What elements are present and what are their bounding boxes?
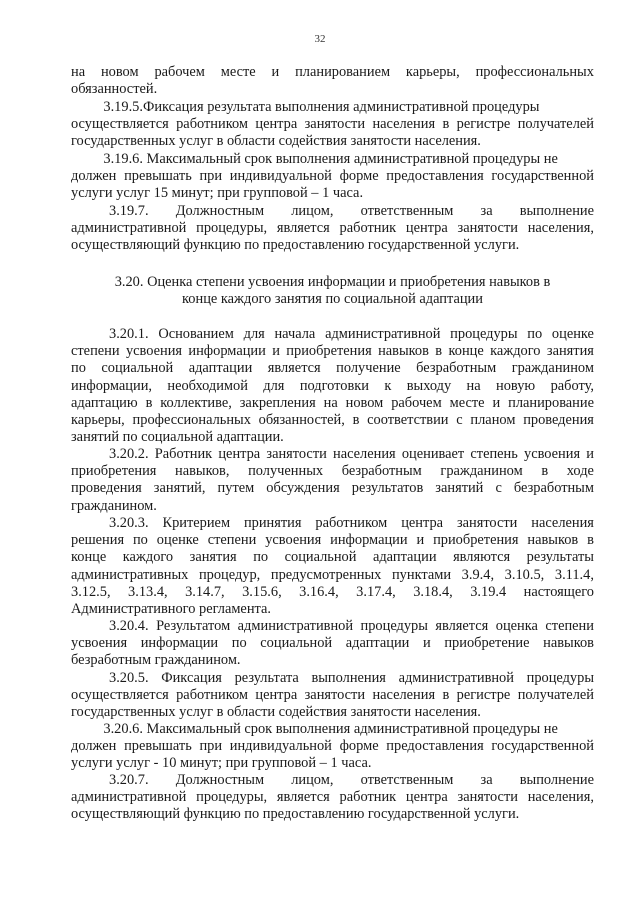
paragraph-3-19-5 [71, 99, 594, 151]
text-line: 3.20.4. Результатом административной процедуры является оценка степени [109, 618, 594, 634]
text-line: карьеры, профессиональных обязанностей, в соответствии с планом проведения [71, 411, 594, 428]
section-heading-3-20 [71, 274, 594, 308]
text-line: 3.20.7. Должностным лицом, ответственным за выполнение [109, 772, 594, 788]
text-line: информации, необходимой для подготовки к выходу на новую работу, [71, 377, 594, 394]
paragraph-3-20-1 [71, 326, 594, 446]
text-line: 3.19.5.Фиксация результата выполнения административной процедуры [71, 99, 540, 115]
text-line: обязанностей. [71, 81, 158, 98]
text-line: 3.20.5. Фиксация результата выполнения административной процедуры [109, 670, 594, 686]
text-line: 3.20.1. Основанием для начала административной процедуры по оценке [109, 326, 594, 342]
text-line: 3.12.5, 3.13.4, 3.14.7, 3.15.6, 3.16.4, 3.17.4, 3.18.4, 3.19.4 настоящего [71, 583, 594, 600]
paragraph-3-20-7 [71, 772, 594, 824]
text-line: по социальной адаптации является получение безработным гражданином [71, 360, 594, 377]
text-line: административной процедуры, является работник центра занятости населения, [71, 789, 594, 806]
text-line: услуги услуг - 10 минут; при групповой – 1 часа. [71, 755, 372, 772]
text-line: осуществляется работником центра занятости населения в регистре получателей [71, 687, 594, 704]
text-line: степени усвоения информации и приобретения навыков в конце каждого занятия [71, 343, 594, 360]
page-number: 32 [314, 33, 326, 45]
text-line: 3.20.3. Критерием принятия работником центра занятости населения [109, 515, 594, 531]
paragraph-3-20-5 [71, 670, 594, 722]
paragraph-3-20-4 [71, 618, 594, 670]
paragraph-3-19-6 [71, 151, 594, 203]
heading-line: 3.20. Оценка степени усвоения информации и приобретения навыков в [114, 274, 551, 290]
text-line: проведения занятий, путем обсуждения результатов занятий с безработным [71, 480, 594, 497]
intro-paragraph [71, 64, 594, 98]
text-line: безработным гражданином. [71, 652, 241, 669]
text-line: гражданином. [71, 497, 157, 514]
text-line: государственных услуг в области содействия занятости населения. [71, 704, 481, 721]
text-line: государственных услуг в области содействия занятости населения. [71, 133, 481, 150]
paragraph-3-19-7 [71, 203, 594, 255]
text-line: Административного регламента. [71, 600, 271, 617]
text-line: услуги услуг 15 минут; при групповой – 1 часа. [71, 185, 364, 202]
text-line: должен превышать при индивидуальной форме предоставления государственной [71, 168, 594, 185]
text-line: 3.20.2. Работник центра занятости населения оценивает степень усвоения и [109, 446, 594, 462]
text-line: занятий по социальной адаптации. [71, 429, 284, 446]
text-line: осуществляющий функцию по предоставлению государственной услуги. [71, 237, 520, 254]
text-line: должен превышать при индивидуальной форме предоставления государственной [71, 738, 594, 755]
heading-line: конце каждого занятия по социальной адаптации [182, 291, 483, 308]
text-line: 3.19.7. Должностным лицом, ответственным за выполнение [109, 203, 594, 219]
text-line: осуществляется работником центра занятости населения в регистре получателей [71, 116, 594, 133]
paragraph-3-20-3 [71, 515, 594, 618]
text-line: на новом рабочем месте и планированием карьеры, профессиональных [71, 64, 594, 80]
text-line: адаптацию в коллективе, закрепления на новом рабочем месте и планирование [71, 394, 594, 411]
text-line: 3.19.6. Максимальный срок выполнения административной процедуры не [71, 151, 558, 167]
text-line: приобретения навыков, полученных безработным гражданином в ходе [71, 463, 594, 480]
paragraph-3-20-6 [71, 721, 594, 773]
text-line: 3.20.6. Максимальный срок выполнения административной процедуры не [71, 721, 558, 737]
text-line: решения по оценке степени усвоения информации и приобретения навыков в [71, 532, 594, 549]
text-line: конце каждого занятия по социальной адаптации являются результаты [71, 549, 594, 566]
text-line: усвоения информации по социальной адаптации и приобретение навыков [71, 635, 594, 652]
text-line: административных процедур, предусмотренных пунктами 3.9.4, 3.10.5, 3.11.4, [71, 566, 594, 583]
paragraph-3-20-2 [71, 446, 594, 515]
text-line: осуществляющий функцию по предоставлению государственной услуги. [71, 806, 520, 823]
text-line: административной процедуры, является работник центра занятости населения, [71, 220, 594, 237]
